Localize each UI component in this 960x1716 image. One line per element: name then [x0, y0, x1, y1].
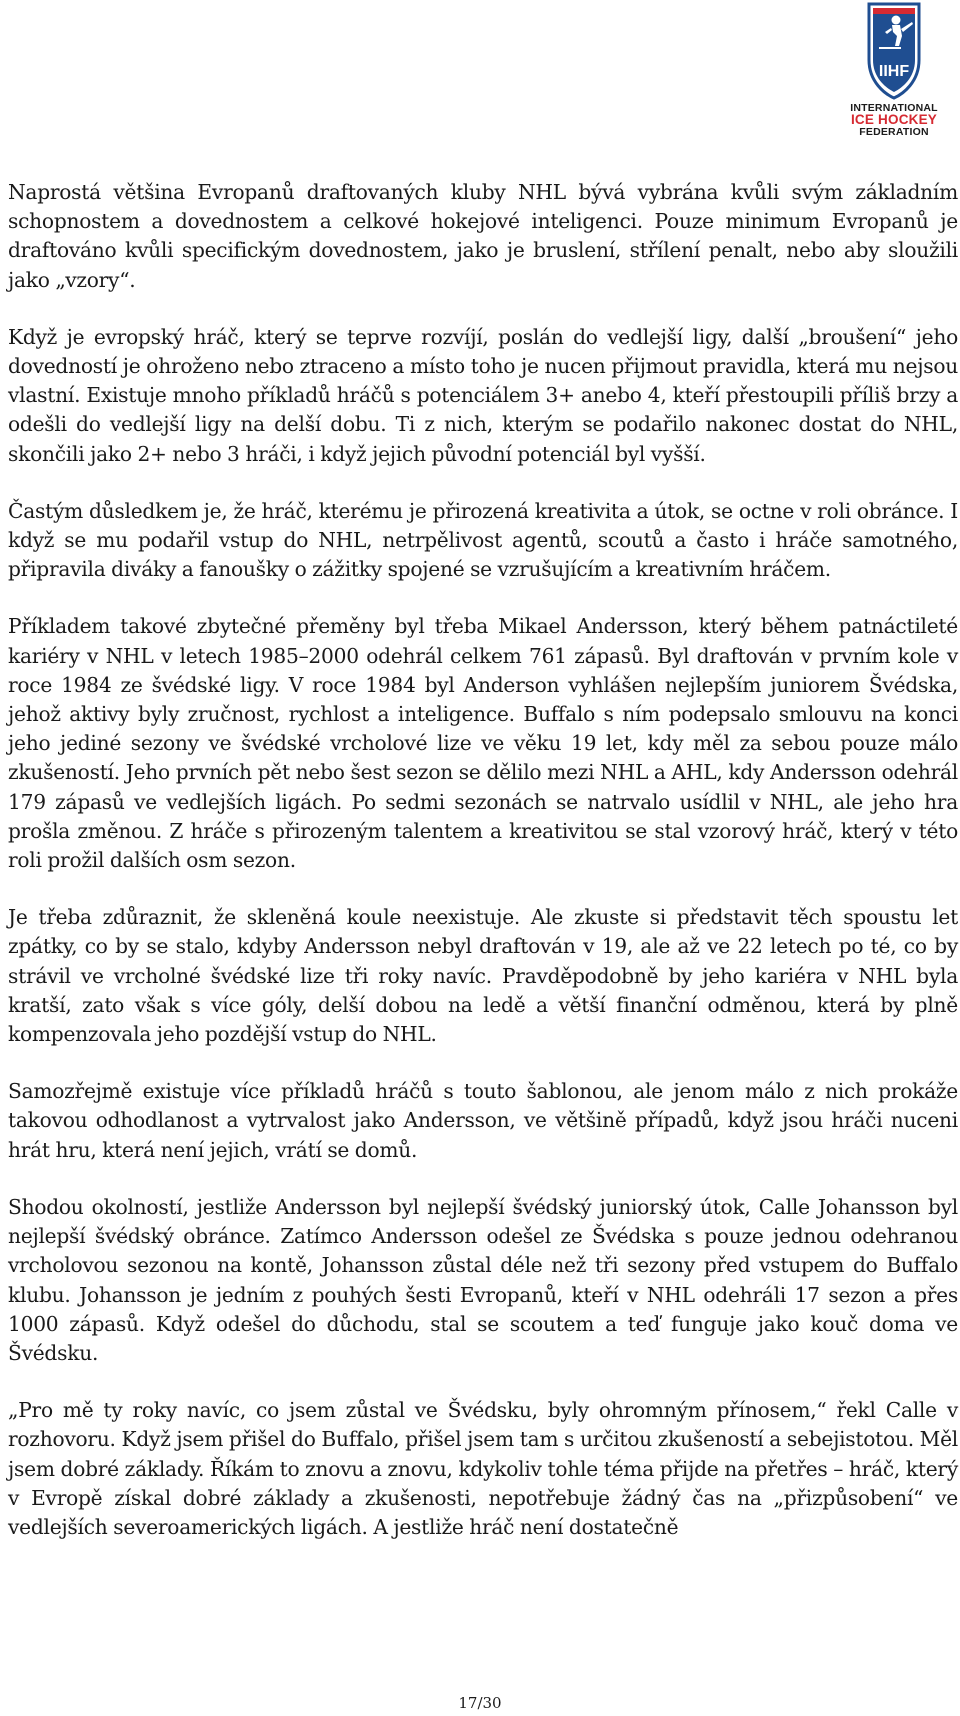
document-body: [8, 178, 958, 1570]
page-number: 17/30: [458, 1694, 502, 1712]
paragraph: Je třeba zdůraznit, že skleněná koule neexistuje. Ale zkuste si představit těch spoustu let zpátky, co by se stalo, kdyby Andersson nebyl draftován v 19, ale až ve 22 letech po té, co by strávil ve vrcholné švédské lize tři roky navíc. Pravděpodobně by jeho kariéra v NHL byla kratší, zato však s více góly, delší dobou na ledě a větší finanční odměnou, která by plně kompenzovala jeho pozdější vstup do NHL.: [8, 905, 958, 1047]
logo-line-international: INTERNATIONAL: [850, 102, 938, 114]
paragraph: Příkladem takové zbytečné přeměny byl třeba Mikael Andersson, který během patnáctileté kariéry v NHL v letech 1985–2000 odehrál celkem 761 zápasů. Byl draftován v prvním kole v roce 1984 ze švédské ligy. V roce 1984 byl Anderson vyhlášen nejlepším juniorem Švédska, jehož aktivy byly zručnost, rychlost a inteligence. Buffalo s ním podepsalo smlouvu na konci jeho jediné sezony ve švédské vrcholové lize ve věku 19 let, kdy měl za sebou pouze málo zkušeností. Jeho prvních pět nebo šest sezon se dělilo mezi NHL a AHL, kdy Andersson odehrál 179 zápasů ve vedlejších ligách. Po sedmi sezonách se natrvalo usídlil v NHL, ale jeho hra prošla změnou. Z hráče s přirozeným talentem a kreativitou se stal vzorový hráč, který v této roli prožil dalších osm sezon.: [8, 614, 958, 873]
logo-line-ice-hockey: ICE HOCKEY: [850, 112, 937, 127]
paragraph: Častým důsledkem je, že hráč, kterému je přirozená kreativita a útok, se octne v roli obránce. I když se mu podařil vstup do NHL, netrpělivost agentů, scoutů a často i hráče samotného, připravila diváky a fanoušky o zážitky spojené se vzrušujícím a kreativním hráčem.: [8, 498, 958, 582]
paragraph: Naprostá většina Evropanů draftovaných kluby NHL bývá vybrána kvůli svým základním schopnostem a dovednostem a celkové hokejové inteligenci. Pouze minimum Evropanů je draftováno kvůli specifickým dovednostem, jako je bruslení, střílení penalt, nebo aby sloužili jako „vzory“.: [8, 180, 958, 292]
logo-wordmark: [838, 102, 950, 138]
logo-line-federation: FEDERATION: [859, 126, 929, 138]
paragraph: Když je evropský hráč, který se teprve rozvíjí, poslán do vedlejší ligy, další „broušení“ jeho dovedností je ohroženo nebo ztraceno a místo toho je nucen přijmout pravidla, která mu nejsou vlastní. Existuje mnoho příkladů hráčů s potenciálem 3+ anebo 4, kteří přestoupili příliš brzy a odešli do vedlejší ligy na delší dobu. Ti z nich, kterým se podařilo nakonec dostat do NHL, skončili jako 2+ nebo 3 hráči, i když jejich původní potenciál byl vyšší.: [8, 324, 958, 466]
paragraph: „Pro mě ty roky navíc, co jsem zůstal ve Švédsku, byly ohromným přínosem,“ řekl Calle v rozhovoru. Když jsem přišel do Buffalo, přišel jsem tam s určitou zkušeností a sebejistotou. Měl jsem dobré základy. Říkám to znovu a znovu, kdykoliv tohle téma přijde na přetřes – hráč, který v Evropě získal dobré základy a zkušenosti, nepotřebuje žádný čas na „přizpůsobení“ ve vedlejších severoamerických ligách. A jestliže hráč není dostatečně: [8, 1398, 958, 1539]
iihf-logo: [838, 2, 950, 152]
iihf-shield-icon: [865, 2, 923, 100]
shield-text: IIHF: [878, 63, 910, 80]
paragraph: Shodou okolností, jestliže Andersson byl nejlepší švédský juniorský útok, Calle Johansson byl nejlepší švédský obránce. Zatímco Andersson odešel ze Švédska s pouze jednou odehranou vrcholovou sezonou na kontě, Johansson zůstal déle než tři sezony před vstupem do Buffalo klubu. Johansson je jedním z pouhých šesti Evropanů, kteří v NHL odehráli 17 sezon a přes 1000 zápasů. Když odešel do důchodu, stal se scoutem a teď funguje jako kouč doma ve Švédsku.: [8, 1194, 958, 1365]
paragraph: Samozřejmě existuje více příkladů hráčů s touto šablonou, ale jenom málo z nich prokáže takovou odhodlanost a vytrvalost jako Andersson, ve většině případů, když jsou hráči nuceni hrát hru, která není jejich, vrátí se domů.: [8, 1079, 958, 1162]
